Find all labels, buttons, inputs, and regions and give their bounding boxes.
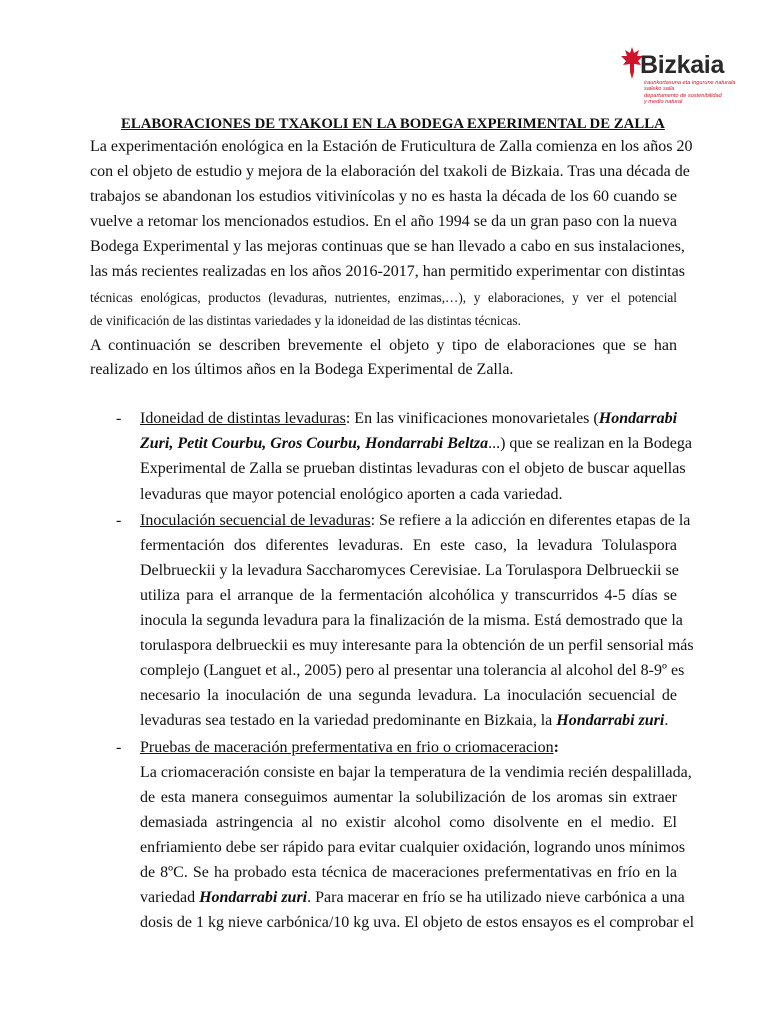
item-heading: Pruebas de maceración prefermentativa en frio o criomaceracion — [140, 739, 554, 756]
item-heading: Idoneidad de distintas levaduras — [140, 410, 346, 427]
text-line: trabajos se abandonan los estudios vitivinícolas y no es hasta la década de los 60 cuando se — [90, 188, 677, 205]
text-line: A continuación se describen brevemente el objeto y tipo de elaboraciones que se han — [90, 337, 677, 354]
list-item-line: Experimental de Zalla se prueban distintas levaduras con el objeto de buscar aquellas — [140, 460, 686, 477]
text-line: vuelve a retomar los mencionados estudios. En el año 1994 se da un gran paso con la nueva — [90, 213, 677, 230]
list-item-line: enfriamiento debe ser rápido para evitar cualquier oxidación, logrando unos mínimos — [140, 839, 686, 856]
text-line: Bodega Experimental y las mejoras continuas que se han llevado a cabo en sus instalaciones, — [90, 238, 685, 255]
list-item-line: Idoneidad de distintas levaduras: En las vinificaciones monovarietales (Hondarrabi — [140, 410, 678, 427]
document-title: ELABORACIONES DE TXAKOLI EN LA BODEGA EXPERIMENTAL DE ZALLA — [121, 116, 665, 132]
list-item-line: levaduras sea testado en la variedad predominante en Bizkaia, la Hondarrabi zuri. — [140, 712, 669, 729]
list-item-line: levaduras que mayor potencial enológico aporten a cada variedad. — [140, 486, 563, 503]
list-item-line: complejo (Languet et al., 2005) pero al presentar una tolerancia al alcohol del 8-9º es — [140, 662, 685, 679]
list-item-line: de 8ºC. Se ha probado esta técnica de maceraciones prefermentativas en frío en la — [140, 864, 677, 881]
list-item-line: utiliza para el arranque de la fermentación alcohólica y transcurridos 4-5 días se — [140, 587, 677, 604]
item-heading: Inoculación secuencial de levaduras — [140, 512, 371, 529]
list-item-line: Pruebas de maceración prefermentativa en frio o criomaceracion: — [140, 739, 559, 756]
list-item-line: dosis de 1 kg nieve carbónica/10 kg uva. El objeto de estos ensayos es el comprobar el — [140, 914, 695, 931]
list-item-line: La criomaceración consiste en bajar la temperatura de la vendimia recién despalillada, — [140, 764, 692, 781]
logo-wordmark: Bizkaia — [640, 51, 725, 79]
text-line: técnicas enológicas, productos (levaduras, nutrientes, enzimas,…), y elaboraciones, y ver el potencial — [90, 290, 677, 305]
text-line: las más recientes realizadas en los años 2016-2017, han permitido experimentar con distintas — [90, 263, 685, 280]
list-item-line: demasiada astringencia al no existir alcohol como disolvente en el medio. El — [140, 814, 677, 831]
list-bullet: - — [116, 739, 122, 756]
list-item-line: fermentación dos diferentes levaduras. En este caso, la levadura Tolulaspora — [140, 537, 677, 554]
text-line: de vinificación de las distintas variedades y la idoneidad de las distintas técnicas. — [90, 313, 521, 328]
list-item-line: Inoculación secuencial de levaduras: Se refiere a la adicción en diferentes etapas de la — [140, 512, 691, 529]
text-line: La experimentación enológica en la Estación de Fruticultura de Zalla comienza en los años 20 — [90, 138, 693, 155]
logo-subtitle: iraunkortasuna eta ingurune naturala saileko saila departamento de sostenibilidad y medio natural — [644, 80, 736, 106]
list-item-line: Delbrueckii y la levadura Saccharomyces Cerevisiae. La Torulaspora Delbrueckii se — [140, 562, 679, 579]
text-line: realizado en los últimos años en la Bodega Experimental de Zalla. — [90, 361, 514, 378]
list-item-line: inocula la segunda levadura para la finalización de la misma. Está demostrado que la — [140, 612, 683, 629]
list-item-line: Zuri, Petit Courbu, Gros Courbu, Hondarrabi Beltza...) que se realizan en la Bodega — [140, 435, 692, 452]
text-line: con el objeto de estudio y mejora de la elaboración del txakoli de Bizkaia. Tras una década de — [90, 163, 690, 180]
list-item-line: de esta manera conseguimos aumentar la solubilización de los aromas sin extraer — [140, 789, 677, 806]
list-item-line: necesario la inoculación de una segunda levadura. La inoculación secuencial de — [140, 687, 677, 704]
bizkaia-logo — [620, 44, 740, 104]
list-item-line: torulaspora delbrueckii es muy interesante para la obtención de un perfil sensorial más — [140, 637, 694, 654]
list-item-line: variedad Hondarrabi zuri. Para macerar en frío se ha utilizado nieve carbónica a una — [140, 889, 685, 906]
list-bullet: - — [116, 410, 122, 427]
list-bullet: - — [116, 512, 122, 529]
